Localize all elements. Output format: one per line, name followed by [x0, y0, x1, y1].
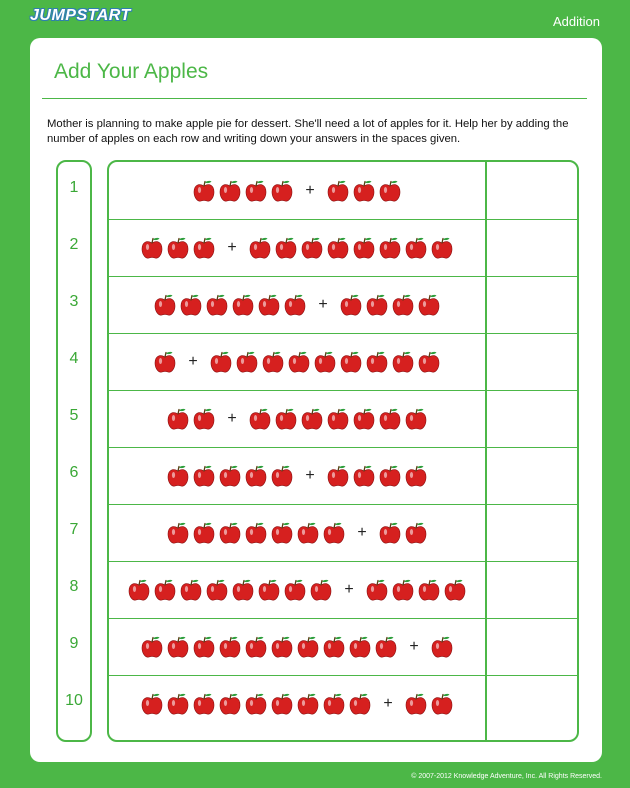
apple-icon — [192, 464, 216, 488]
row-number: 4 — [69, 350, 79, 367]
apple-icon — [231, 293, 255, 317]
apple-icon — [153, 350, 177, 374]
apple-icon — [244, 464, 268, 488]
title-divider — [42, 98, 587, 99]
apple-icon — [166, 692, 190, 716]
plus-sign: + — [227, 409, 237, 427]
apple-icon — [257, 293, 281, 317]
apple-icon — [404, 407, 428, 431]
apple-icon — [270, 179, 294, 203]
apple-icon — [192, 635, 216, 659]
apple-icon — [313, 350, 337, 374]
answer-space[interactable] — [487, 447, 577, 504]
apple-icon — [326, 464, 350, 488]
apple-icon — [339, 350, 363, 374]
apple-row — [109, 504, 485, 561]
apple-icon — [179, 578, 203, 602]
apple-icon — [192, 179, 216, 203]
answer-space[interactable] — [487, 333, 577, 390]
apple-icon — [192, 692, 216, 716]
apple-icon — [326, 407, 350, 431]
apple-icon — [166, 407, 190, 431]
apple-row — [109, 561, 485, 618]
plus-sign: + — [409, 637, 419, 655]
apple-icon — [244, 179, 268, 203]
apple-row — [109, 219, 485, 276]
jumpstart-logo: JUMPSTART — [30, 7, 131, 24]
apple-icon — [179, 293, 203, 317]
apple-icon — [348, 635, 372, 659]
plus-sign: + — [318, 295, 328, 313]
apple-icon — [417, 293, 441, 317]
apple-icon — [378, 464, 402, 488]
apple-icon — [205, 578, 229, 602]
answer-space[interactable] — [487, 675, 577, 732]
plus-sign: + — [357, 523, 367, 541]
apple-icon — [270, 635, 294, 659]
apple-icon — [365, 293, 389, 317]
row-number: 7 — [69, 521, 79, 538]
apple-icon — [322, 692, 346, 716]
copyright: © 2007-2012 Knowledge Adventure, Inc. All Rights Reserved. — [411, 773, 602, 780]
category-label: Addition — [553, 14, 600, 29]
row-number-column — [56, 160, 92, 742]
apple-icon — [374, 635, 398, 659]
plus-sign: + — [305, 181, 315, 199]
apple-icon — [430, 692, 454, 716]
apple-icon — [391, 350, 415, 374]
plus-sign: + — [227, 238, 237, 256]
apple-icon — [274, 236, 298, 260]
apple-icon — [352, 407, 376, 431]
apple-icon — [417, 578, 441, 602]
answer-space[interactable] — [487, 276, 577, 333]
apple-icon — [153, 578, 177, 602]
apple-icon — [378, 521, 402, 545]
apple-icon — [140, 635, 164, 659]
apple-icon — [300, 236, 324, 260]
apple-icon — [352, 179, 376, 203]
apple-icon — [127, 578, 151, 602]
row-number: 10 — [65, 692, 83, 709]
apple-icon — [296, 521, 320, 545]
page-title: Add Your Apples — [54, 60, 209, 83]
apple-icon — [300, 407, 324, 431]
row-number: 6 — [69, 464, 79, 481]
row-number: 5 — [69, 407, 79, 424]
apple-icon — [326, 179, 350, 203]
apple-icon — [244, 692, 268, 716]
apple-row — [109, 276, 485, 333]
answer-space[interactable] — [487, 162, 577, 219]
apple-icon — [140, 692, 164, 716]
apple-icon — [218, 635, 242, 659]
apple-icon — [218, 179, 242, 203]
apple-row — [109, 162, 485, 219]
apple-icon — [352, 464, 376, 488]
answer-space[interactable] — [487, 504, 577, 561]
apple-icon — [166, 236, 190, 260]
apple-row — [109, 333, 485, 390]
apple-icon — [140, 236, 164, 260]
apple-icon — [192, 236, 216, 260]
apple-icon — [153, 293, 177, 317]
plus-sign: + — [344, 580, 354, 598]
apple-row — [109, 390, 485, 447]
apple-icon — [378, 407, 402, 431]
answer-space[interactable] — [487, 561, 577, 618]
apple-icon — [205, 293, 229, 317]
apple-icon — [218, 521, 242, 545]
apple-icon — [404, 692, 428, 716]
apple-icon — [283, 293, 307, 317]
answer-space[interactable] — [487, 618, 577, 675]
apple-icon — [248, 236, 272, 260]
row-number: 9 — [69, 635, 79, 652]
worksheet-card — [30, 38, 602, 762]
apple-icon — [244, 521, 268, 545]
plus-sign: + — [305, 466, 315, 484]
apple-row — [109, 447, 485, 504]
apple-icon — [365, 578, 389, 602]
answer-space[interactable] — [487, 219, 577, 276]
apple-icon — [378, 179, 402, 203]
apple-icon — [274, 407, 298, 431]
apple-icon — [283, 578, 307, 602]
apple-icon — [430, 635, 454, 659]
apple-icon — [166, 635, 190, 659]
apple-icon — [296, 635, 320, 659]
apple-icon — [322, 635, 346, 659]
apple-icon — [404, 236, 428, 260]
answer-space[interactable] — [487, 390, 577, 447]
apple-icon — [391, 293, 415, 317]
apple-icon — [270, 464, 294, 488]
apple-row — [109, 618, 485, 675]
apple-icon — [166, 464, 190, 488]
apple-icon — [257, 578, 281, 602]
apple-icon — [443, 578, 467, 602]
apple-icon — [261, 350, 285, 374]
plus-sign: + — [383, 694, 393, 712]
problem-table — [107, 160, 579, 742]
apple-icon — [296, 692, 320, 716]
apple-icon — [270, 692, 294, 716]
apple-icon — [192, 407, 216, 431]
apple-icon — [326, 236, 350, 260]
apple-icon — [235, 350, 259, 374]
apple-icon — [339, 293, 363, 317]
apple-icon — [218, 464, 242, 488]
apple-icon — [404, 464, 428, 488]
apple-icon — [231, 578, 255, 602]
apple-icon — [430, 236, 454, 260]
apple-icon — [192, 521, 216, 545]
apple-row — [109, 675, 485, 732]
row-number: 2 — [69, 236, 79, 253]
row-number: 1 — [69, 179, 79, 196]
apple-icon — [352, 236, 376, 260]
apple-icon — [166, 521, 190, 545]
apple-icon — [391, 578, 415, 602]
apple-icon — [378, 236, 402, 260]
plus-sign: + — [188, 352, 198, 370]
apple-icon — [417, 350, 441, 374]
apple-icon — [348, 692, 372, 716]
apple-icon — [244, 635, 268, 659]
apple-icon — [287, 350, 311, 374]
apple-icon — [209, 350, 233, 374]
apple-icon — [365, 350, 389, 374]
apple-icon — [309, 578, 333, 602]
instructions: Mother is planning to make apple pie for dessert. She'll need a lot of apples for it. Help her by adding the number of apples on each row and writing down your answers in the spaces given. — [47, 118, 569, 145]
apple-icon — [218, 692, 242, 716]
apple-icon — [248, 407, 272, 431]
apple-icon — [404, 521, 428, 545]
row-number: 8 — [69, 578, 79, 595]
apple-icon — [322, 521, 346, 545]
apple-icon — [270, 521, 294, 545]
row-number: 3 — [69, 293, 79, 310]
